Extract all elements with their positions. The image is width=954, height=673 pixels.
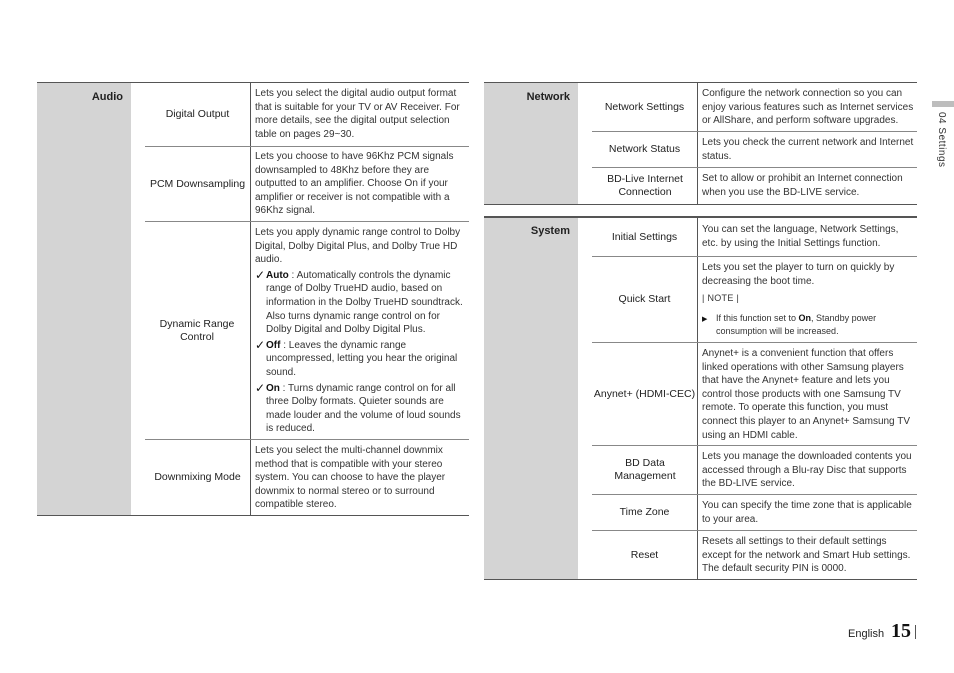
drc-option-on-label: On — [266, 382, 280, 394]
quick-start-desc — [702, 261, 914, 338]
network-status-desc: Lets you check the current network and Internet status. — [702, 137, 914, 162]
time-zone-label: Time Zone — [619, 506, 670, 518]
chapter-tab-label: 04 Settings — [936, 112, 947, 168]
network-category-label: Network — [526, 91, 570, 103]
anynet-label: Anynet+ (HDMI-CEC) — [593, 387, 696, 400]
reset-label: Reset — [630, 548, 659, 561]
drc-option-on-text: : Turns dynamic range control on for all three Dolby formats. Quieter sounds are made louder and the volume of loud sounds is reduced. — [266, 382, 461, 435]
quick-start-label: Quick Start — [618, 293, 671, 305]
network-col-divider — [697, 83, 698, 204]
triangle-bullet-icon: ▶ — [702, 315, 708, 323]
dynamic-range-label: Dynamic Range Control — [159, 317, 235, 343]
page-number: 15 — [891, 620, 911, 642]
bd-live-label: BD-Live Internet Connection — [607, 173, 683, 198]
downmixing-mode-desc: Lets you select the multi-channel downmix method that is compatible with your stereo system. You can choose to have the player downmix to normal stereo or to surround compatible stereo. — [255, 445, 446, 511]
time-zone-desc: You can specify the time zone that is applicable to your area. — [702, 500, 912, 525]
drc-option-auto-text: : Automatically controls the dynamic range of Dolby TrueHD audio, based on information in the Dolby TrueHD soundtrack. Also turns dynamic range control on for Dolby Digital and Dolby Digital Plus. — [266, 269, 463, 336]
footer-divider — [915, 625, 916, 639]
audio-category-label: Audio — [91, 91, 123, 103]
note-text-post: , Standby power consumption will be increased. — [716, 312, 877, 336]
reset-pin-line: The default security PIN is 0000. — [702, 563, 847, 575]
dynamic-range-intro: Lets you apply dynamic range control to Dolby Digital, Dolby Digital Plus, and Dolby True HD audio. — [255, 227, 461, 266]
drc-option-off — [255, 339, 467, 380]
bd-live-desc: Set to allow or prohibit an Internet connection when you use the BD-LIVE service. — [702, 173, 903, 198]
reset-desc — [702, 535, 916, 576]
drc-option-on — [255, 382, 467, 436]
dynamic-range-desc — [255, 226, 467, 436]
quick-start-note — [702, 312, 914, 338]
network-settings-desc: Configure the network connection so you can enjoy various features such as Internet services or AllShare, and perform software upgrades. — [702, 88, 914, 127]
downmixing-mode-label: Downmixing Mode — [154, 471, 241, 483]
drc-option-auto-label: Auto — [266, 269, 289, 281]
network-top-rule — [484, 82, 917, 83]
reset-desc-line: Resets all settings to their default settings except for the network and Smart Hub settings. — [702, 536, 911, 561]
network-bottom-rule — [484, 204, 917, 205]
note-label: | NOTE | — [702, 293, 740, 304]
system-top-rule — [484, 216, 917, 218]
audio-top-rule — [37, 82, 469, 83]
check-icon: ✓ — [255, 337, 266, 352]
quick-start-text: Lets you set the player to turn on quickly by decreasing the boot time. — [702, 262, 895, 287]
bd-data-management-desc: Lets you manage the downloaded contents you accessed through a Blu-ray Disc that supports the BD-LIVE service. — [702, 451, 912, 490]
audio-bottom-rule — [37, 515, 469, 516]
footer-language: English — [848, 628, 885, 640]
check-icon: ✓ — [255, 380, 266, 395]
pcm-downsampling-desc: Lets you choose to have 96Khz PCM signals downsampled to 48Khz before they are outputted to an amplifier. Choose On if your amplifier or receiver is not compatible with a 96Khz signal. — [255, 151, 454, 217]
system-bottom-rule — [484, 579, 917, 580]
note-text-on: On — [798, 312, 812, 323]
initial-settings-label: Initial Settings — [611, 230, 678, 243]
chapter-tab-marker — [932, 101, 954, 107]
digital-output-desc: Lets you select the digital audio output format that is suitable for your TV or AV Receiver. For more details, see the digital output selection table on pages 29~30. — [255, 88, 460, 140]
drc-option-off-label: Off — [266, 339, 281, 351]
system-category-cell — [484, 218, 578, 579]
note-text-pre: If this function set to — [716, 312, 799, 323]
anynet-desc: Anynet+ is a convenient function that offers linked operations with other Samsung players that have the Anynet+ feature and lets you control those products with one Samsung TV remote. To operate this function, you must connect this player to an Anynet+ Samsung TV using an HDMI cable. — [702, 348, 910, 441]
system-category-label: System — [530, 225, 570, 237]
audio-category-cell — [37, 83, 131, 515]
pcm-downsampling-label: PCM Downsampling — [149, 177, 246, 190]
bd-data-management-label: BD Data Management — [614, 457, 676, 482]
check-icon: ✓ — [255, 267, 266, 282]
network-settings-label: Network Settings — [604, 100, 685, 113]
network-status-label: Network Status — [608, 143, 681, 155]
audio-col-divider — [250, 83, 251, 515]
drc-option-auto — [255, 269, 467, 337]
drc-option-off-text: : Leaves the dynamic range uncompressed, letting you hear the original sound. — [266, 339, 458, 378]
initial-settings-desc: You can set the language, Network Settings, etc. by using the Initial Settings function. — [702, 224, 899, 249]
digital-output-label: Digital Output — [165, 108, 230, 120]
system-col-divider — [697, 218, 698, 579]
